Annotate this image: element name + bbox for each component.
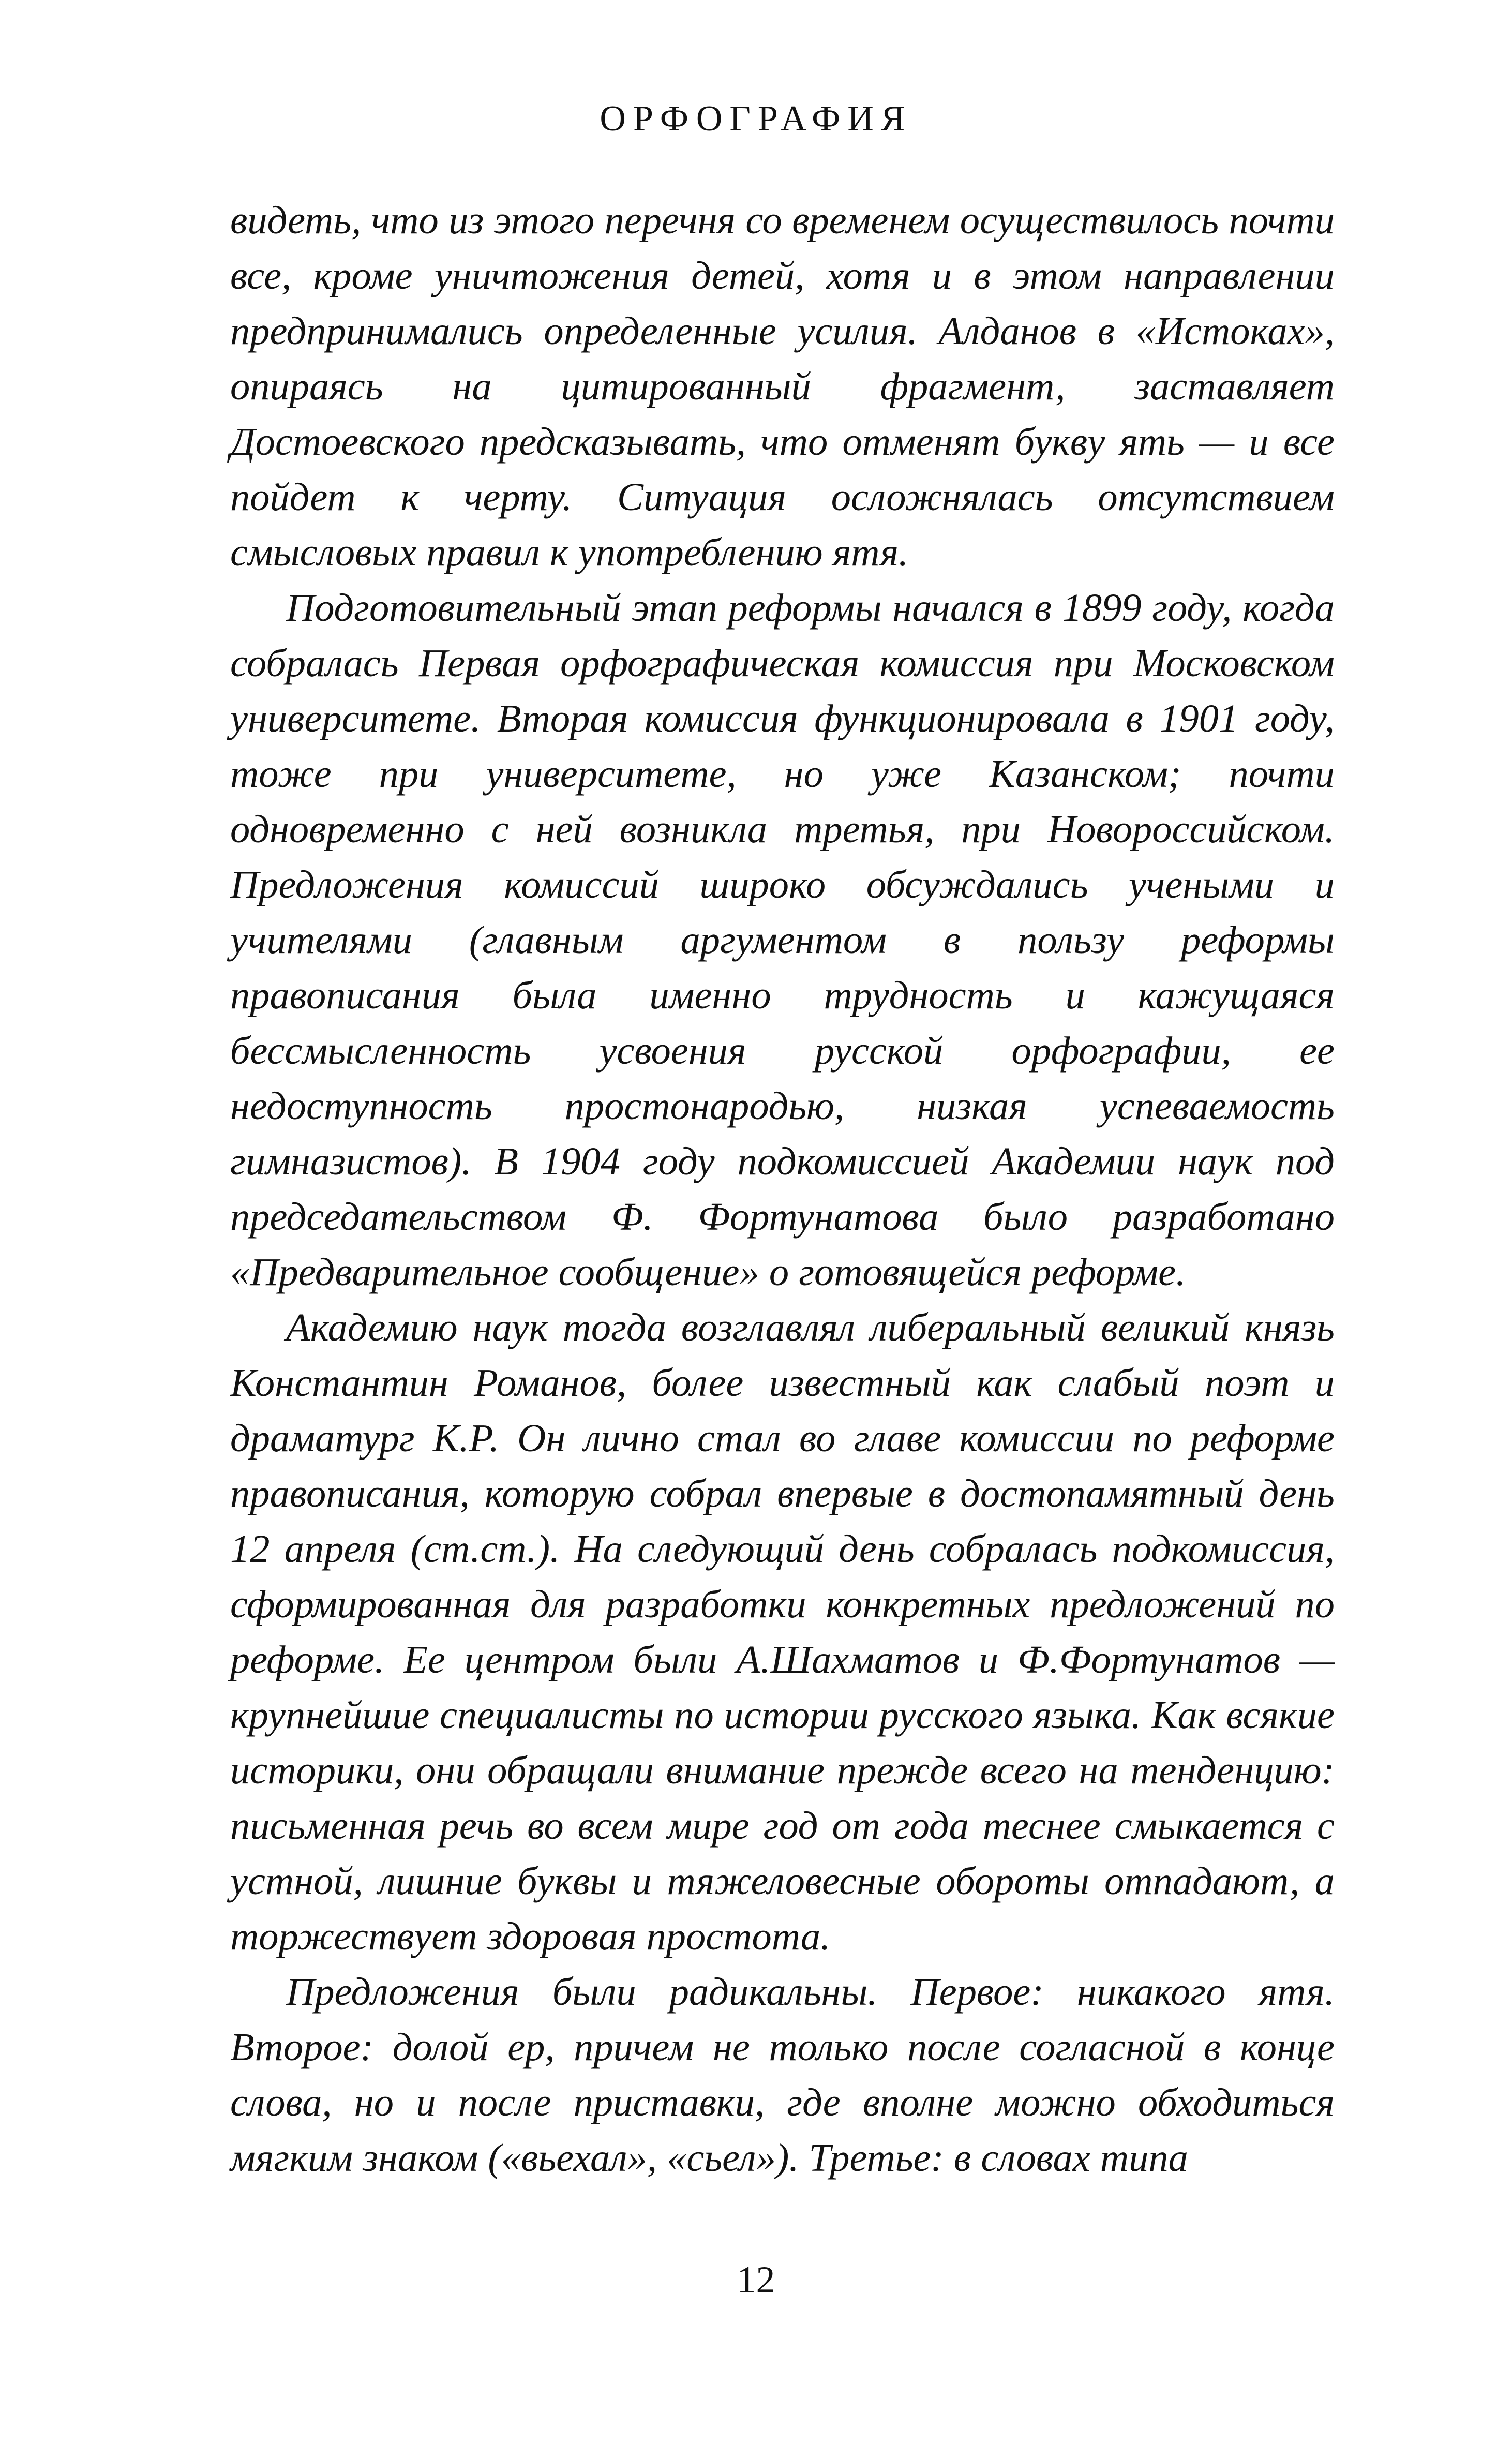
page-number: 12 [737, 2259, 775, 2301]
running-title: ОРФОГРАФИЯ [600, 99, 912, 139]
paragraph-reform-preparation: Подготовительный этап реформы начался в 1899 году, когда собралась Первая орфографическая комиссия при Московском университете. Вторая комиссия функционировала в 1901 году, тоже при университете, но уже Казанском; почти одновременно с ней возникла третья, при Новороссийском. Предложения комиссий широко обсуждались учеными и учителями (главным аргументом в пользу реформы правописания была именно трудность и кажущаяся бессмысленность усвоения русской орфографии, ее недоступность простонародью, низкая успеваемость гимназистов). В 1904 году подкомиссией Академии наук под председательством Ф. Фортунатова было разработано «Предварительное сообщение» о готовящейся реформе. [230, 586, 1335, 1294]
paragraph-proposals: Предложения были радикальны. Первое: никакого ятя. Второе: долой ер, причем не только после согласной в конце слова, но и после приставки, где вполне можно обходиться мягким знаком («вьехал», «сьел»). Третье: в словах типа [230, 1970, 1335, 2180]
body-text [230, 192, 1335, 2185]
paragraph-academy-of-sciences: Академию наук тогда возглавлял либеральный великий князь Константин Романов, более известный как слабый поэт и драматург К.Р. Он лично стал во главе комиссии по реформе правописания, которую собрал впервые в достопамятный день 12 апреля (ст.ст.). На следующий день собралась подкомиссия, сформированная для разработки конкретных предложений по реформе. Ее центром были А.Шахматов и Ф.Фортунатов — крупнейшие специалисты по истории русского языка. Как всякие историки, они обращали внимание прежде всего на тенденцию: письменная речь во всем мире год от года теснее смыкается с устной, лишние буквы и тяжеловесные обороты отпадают, а торжествует здоровая простота. [230, 1305, 1335, 1958]
paragraph-continuation: видеть, что из этого перечня со временем осуществилось почти все, кроме уничтожения детей, хотя и в этом направлении предпринимались определенные усилия. Алданов в «Истоках», опираясь на цитированный фрагмент, заставляет Достоевского предсказывать, что отменят букву ять — и все пойдет к черту. Ситуация осложнялась отсутствием смысловых правил к употреблению ятя. [230, 198, 1335, 574]
